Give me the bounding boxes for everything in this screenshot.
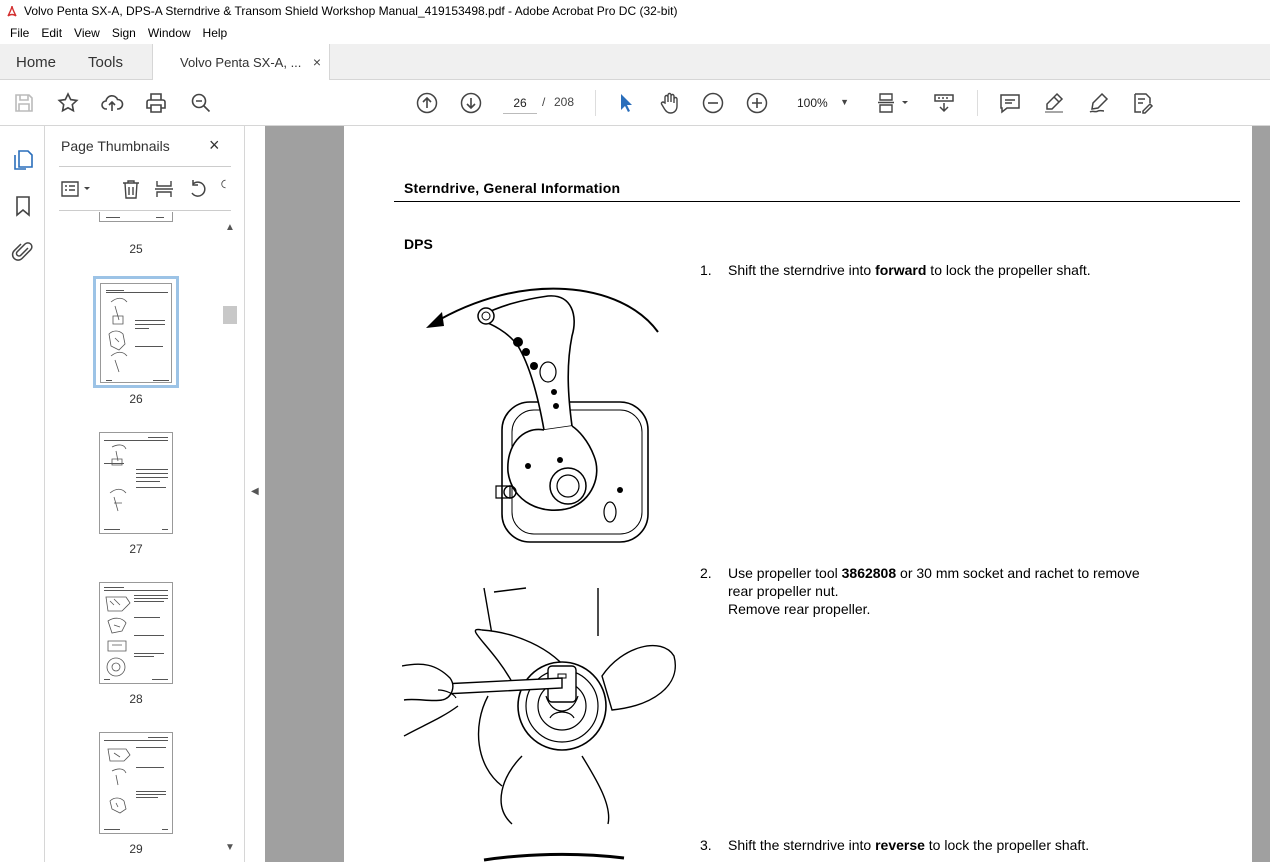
zoom-out-icon[interactable]: [701, 91, 725, 115]
menu-edit[interactable]: Edit: [41, 26, 63, 40]
thumbnail-label: 25: [129, 242, 143, 256]
step-number: 2.: [700, 565, 712, 581]
thumbnail-page[interactable]: [99, 212, 173, 222]
document-canvas[interactable]: [265, 126, 1270, 862]
menu-file[interactable]: File: [10, 26, 30, 40]
step-text-part: to lock the propeller shaft.: [926, 262, 1091, 278]
step-number: 1.: [700, 262, 712, 278]
window-title: Volvo Penta SX-A, DPS-A Sterndrive & Transom Shield Workshop Manual_419153498.pdf - Adobe Acrobat Pro DC (32-bit): [24, 4, 678, 18]
step-text: [728, 836, 1208, 854]
divider: [59, 210, 231, 211]
thumbnail-label: 28: [129, 692, 143, 706]
divider: [59, 166, 231, 167]
thumbnail-page[interactable]: [99, 732, 173, 834]
thumbnail-list: [45, 212, 223, 862]
thumbnail-page[interactable]: [99, 432, 173, 534]
main-toolbar: [0, 80, 1270, 126]
hand-tool-icon[interactable]: [657, 91, 681, 115]
thumbnail-page-selected[interactable]: [93, 276, 179, 388]
step-text-part: Remove rear propeller.: [728, 601, 871, 617]
thumbnail-label: 27: [129, 542, 143, 556]
page-number-input[interactable]: [503, 92, 537, 114]
step-text: [728, 261, 1208, 279]
menu-help[interactable]: Help: [202, 26, 228, 40]
scroll-up-icon[interactable]: ▲: [225, 222, 235, 233]
thumbnail-label: 26: [129, 392, 143, 406]
step-keyword: 3862808: [841, 565, 897, 581]
tab-document-label: Volvo Penta SX-A, ...: [180, 55, 302, 70]
chevron-down-icon: ▼: [840, 97, 849, 107]
step-keyword: reverse: [875, 837, 925, 853]
pdf-page: [344, 126, 1252, 862]
next-page-icon[interactable]: [459, 91, 483, 115]
step-text-part: or 30 mm socket and rachet to remove: [896, 565, 1140, 581]
figure-3-partial: [474, 852, 634, 862]
page-separator: /: [542, 95, 546, 109]
tab-close-icon[interactable]: ×: [312, 54, 321, 70]
step-text-part: Shift the sterndrive into: [728, 262, 876, 278]
panel-close-icon[interactable]: ×: [209, 135, 220, 155]
zoom-level-dropdown[interactable]: [789, 92, 853, 114]
scroll-mode-icon[interactable]: [932, 91, 956, 115]
delete-icon[interactable]: [120, 178, 142, 200]
left-rail: [0, 126, 45, 862]
page-header: Sterndrive, General Information: [404, 180, 621, 196]
title-bar: [0, 0, 1270, 22]
highlight-pen-icon[interactable]: [1042, 91, 1066, 115]
acrobat-app-icon: [6, 4, 18, 18]
star-icon[interactable]: [56, 91, 80, 115]
panel-toolbar: [45, 174, 245, 204]
menu-window[interactable]: Window: [147, 26, 191, 40]
step-keyword: forward: [875, 262, 927, 278]
panel-splitter[interactable]: [245, 126, 265, 862]
save-icon[interactable]: [12, 91, 36, 115]
tab-tools[interactable]: Tools: [88, 53, 124, 71]
edit-pdf-icon[interactable]: [1130, 91, 1154, 115]
menu-bar: [0, 22, 1270, 44]
page-thumbnails-icon[interactable]: [11, 148, 35, 172]
rotate-right-icon[interactable]: [219, 178, 231, 200]
print-icon[interactable]: [144, 91, 168, 115]
thumbnail-page[interactable]: [99, 582, 173, 684]
scrollbar-thumb[interactable]: [223, 306, 237, 324]
menu-sign[interactable]: Sign: [111, 26, 136, 40]
tab-document[interactable]: [152, 44, 330, 81]
toolbar-divider: [977, 90, 978, 116]
step-text-part: to lock the propeller shaft.: [924, 837, 1090, 853]
section-heading: DPS: [404, 236, 433, 252]
header-rule: [394, 201, 1240, 202]
scroll-down-icon[interactable]: ▼: [225, 842, 235, 853]
zoom-in-icon[interactable]: [745, 91, 769, 115]
zoom-level: 100%: [797, 96, 828, 110]
step-number: 3.: [700, 837, 712, 853]
propeller-removal-figure: [402, 586, 682, 826]
step-text-part: Shift the sterndrive into: [728, 837, 876, 853]
select-cursor-icon[interactable]: [613, 91, 637, 115]
search-zoom-icon[interactable]: [189, 91, 213, 115]
thumbnail-label: 29: [129, 842, 143, 856]
step-text-part: Use propeller tool: [728, 565, 842, 581]
options-menu-icon[interactable]: [60, 178, 94, 200]
step-text: [728, 564, 1208, 618]
page-fit-icon[interactable]: [876, 91, 912, 115]
sign-pen-icon[interactable]: [1086, 91, 1110, 115]
previous-page-icon[interactable]: [415, 91, 439, 115]
upload-cloud-icon[interactable]: [100, 91, 124, 115]
total-pages: 208: [554, 95, 575, 109]
rotate-left-icon[interactable]: [187, 178, 209, 200]
tab-home[interactable]: Home: [16, 53, 57, 71]
page-thumbnails-panel: [45, 126, 245, 862]
bookmark-icon[interactable]: [11, 194, 35, 218]
insert-pages-icon[interactable]: [153, 178, 175, 200]
paperclip-icon[interactable]: [11, 240, 35, 264]
menu-view[interactable]: View: [74, 26, 100, 40]
tab-bar: [0, 44, 1270, 80]
toolbar-divider: [595, 90, 596, 116]
step-text-part: rear propeller nut.: [728, 583, 839, 599]
control-lever-figure: [422, 276, 662, 546]
panel-title: Page Thumbnails: [61, 138, 170, 154]
collapse-panel-icon[interactable]: ◀: [251, 486, 259, 497]
comment-icon[interactable]: [998, 91, 1022, 115]
